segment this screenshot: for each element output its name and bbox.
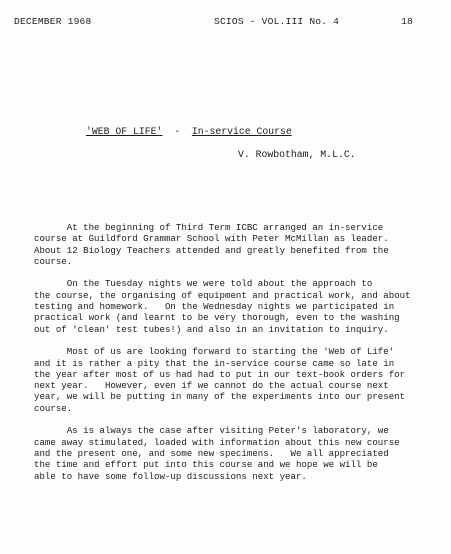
article-title <box>86 126 292 137</box>
paragraph-4 <box>34 425 434 481</box>
text-line: course. <box>34 255 73 267</box>
text-line: course. <box>34 402 73 414</box>
paragraph-1 <box>34 222 434 267</box>
text-line: year, we will be putting in many of the experiments into our present <box>34 391 406 403</box>
article-title-main: 'WEB OF LIFE' <box>86 126 163 137</box>
text-line: out of 'clean' test tubes!) and also in an invitation to inquiry. <box>34 323 389 335</box>
article-author: V. Rowbotham, M.L.C. <box>238 149 356 160</box>
page-header <box>14 16 413 30</box>
paragraph-3 <box>34 346 434 414</box>
article-title-separator: - <box>174 126 181 137</box>
text-line: able to have some follow-up discussions next year. <box>34 470 307 482</box>
text-line: and it is rather a pity that the in-service course came so late in <box>34 357 395 369</box>
text-line: the time and effort put into this course and we hope we will be <box>34 459 378 471</box>
article-body <box>34 222 434 493</box>
text-line: As is always the case after visiting Peter's laboratory, we <box>34 425 389 437</box>
journal-volume: SCIOS - VOL.III No. 4 <box>214 16 340 27</box>
text-line: the year after most of us had had to put in our text-book orders for <box>34 368 406 380</box>
text-line: course at Guildford Grammar School with Peter McMillan as leader. <box>34 233 389 245</box>
text-line: At the beginning of Third Term ICBC arranged an in-service <box>34 222 384 233</box>
text-line: came away stimulated, loaded with information about this new course <box>34 436 400 448</box>
text-line: testing and homework. On the Wednesday nights we participated in <box>34 301 395 313</box>
text-line: Most of us are looking forward to starting the 'Web of Life' <box>34 346 395 358</box>
article-title-sub: In-service Course <box>191 126 292 137</box>
issue-date: DECEMBER 1968 <box>14 16 92 27</box>
text-line: the course, the organising of equipment and practical work, and about <box>34 289 411 301</box>
text-line: and the present one, and some new specimens. We all appreciated <box>34 447 389 459</box>
text-line: On the Tuesday nights we were told about the approach to <box>34 278 373 290</box>
text-line: next year. However, even if we cannot do the actual course next <box>34 380 389 392</box>
page-number: 18 <box>401 16 413 27</box>
text-line: practical work (and learnt to be very thorough, even to the washing <box>34 312 400 324</box>
text-line: About 12 Biology Teachers attended and greatly benefited from the <box>34 244 389 256</box>
paragraph-2 <box>34 278 434 334</box>
